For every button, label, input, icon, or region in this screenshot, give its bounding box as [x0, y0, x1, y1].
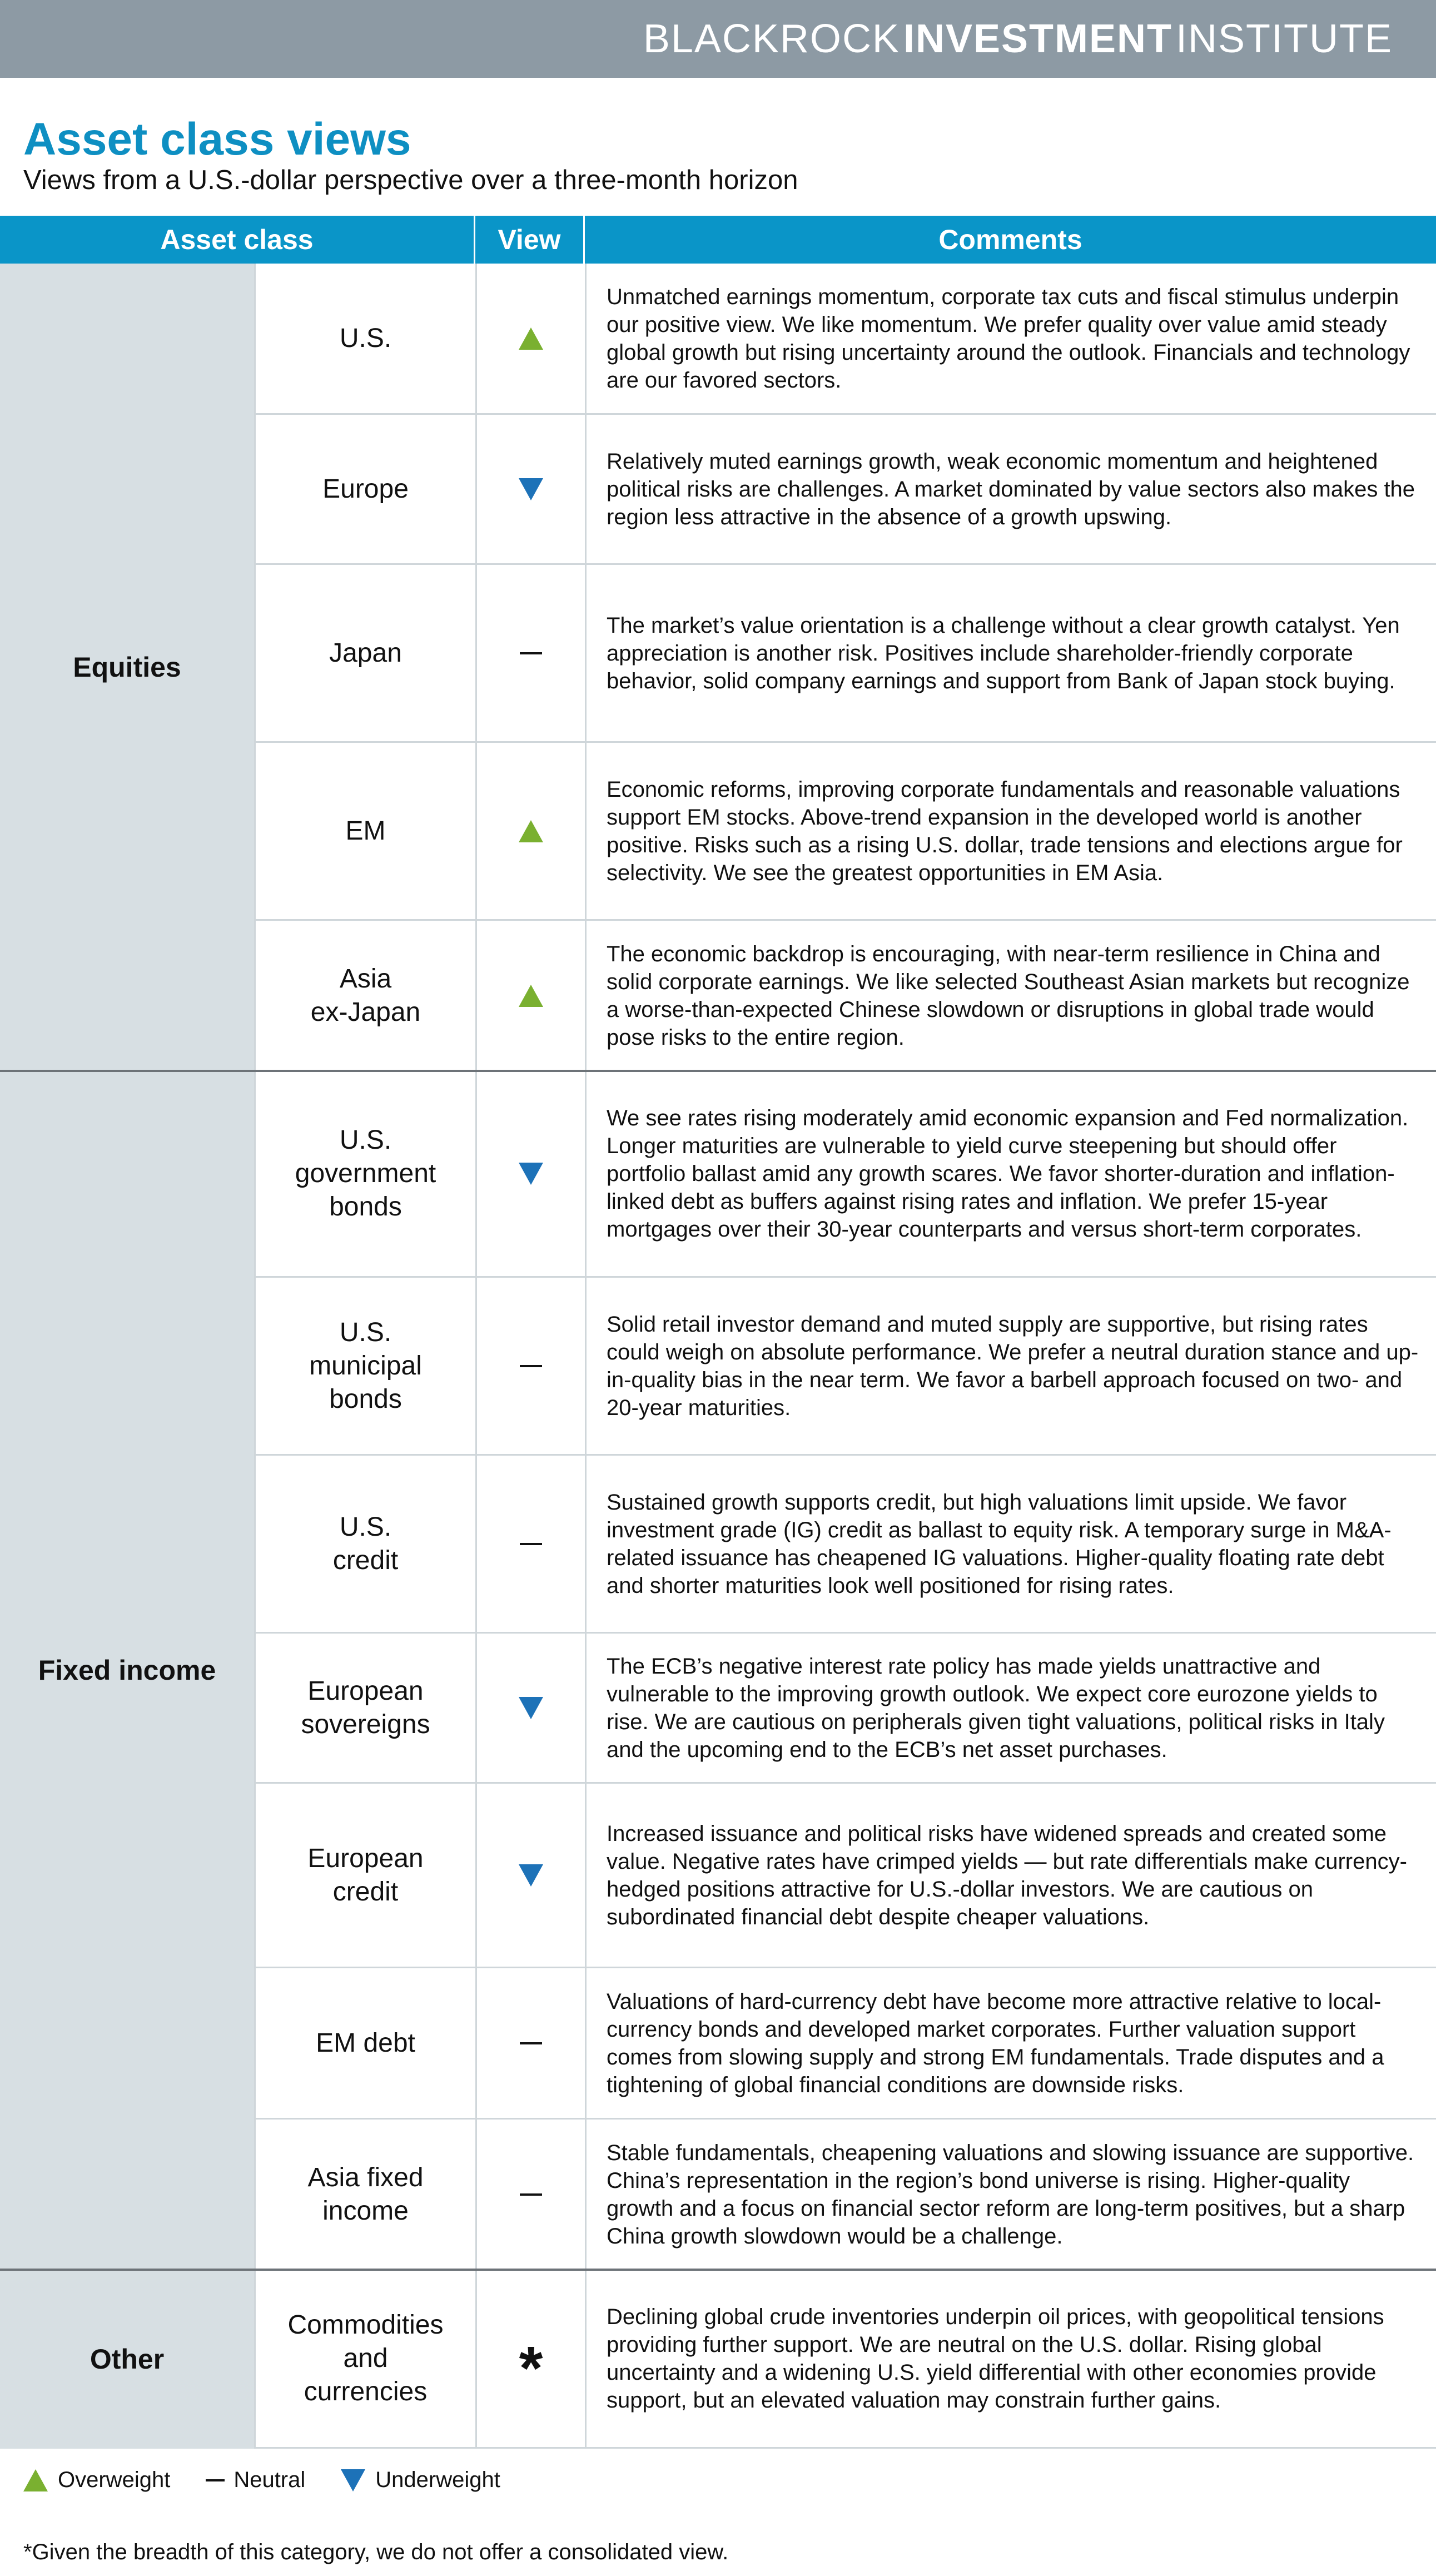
page-title: Asset class views — [23, 114, 411, 165]
row-asset: European credit — [254, 1784, 475, 1967]
underweight-icon — [519, 478, 543, 500]
legend-underweight — [341, 2468, 500, 2493]
row-comment: Economic reforms, improving corporate fundamentals and reasonable valuations support EM stocks. Above-trend expansion in the developed world is another positive. Risks such as a rising U.S. dollar, trade tensions and elections argue for selectivity. We see the greatest opportunities in EM Asia. — [585, 743, 1436, 919]
table-row — [254, 1456, 1436, 1634]
table-row — [254, 1278, 1436, 1456]
column-header-view: View — [474, 216, 583, 264]
column-header-comments: Comments — [583, 216, 1436, 264]
row-comment: Relatively muted earnings growth, weak economic momentum and heightened political risks are challenges. A market dominated by value sectors also makes the region less attractive in the absence of a growth upswing. — [585, 415, 1436, 563]
row-asset: Asia fixed income — [254, 2120, 475, 2270]
table-row — [254, 264, 1436, 415]
row-view — [475, 1634, 585, 1782]
row-view — [475, 1784, 585, 1967]
row-comment: We see rates rising moderately amid economic expansion and Fed normalization. Longer maturities are vulnerable to yield curve steepening but should offer portfolio ballast amid any growth scares. We favor shorter-duration and inflation-linked debt as buffers against rising rates and inflation. We prefer 15-year mortgages over their 30-year counterparts and versus short-term corporates. — [585, 1071, 1436, 1276]
table-row — [254, 1784, 1436, 1968]
legend-neutral-label: Neutral — [233, 2468, 306, 2492]
row-comment: The ECB’s negative interest rate policy has made yields unattractive and vulnerable to the improving growth outlook. We expect core eurozone yields to rise. We are cautious on peripherals given tight valuations, political risks in Italy and the upcoming end to the ECB’s net asset purchases. — [585, 1634, 1436, 1782]
row-comment: Valuations of hard-currency debt have become more attractive relative to local-currency bonds and developed market corporates. Further valuation support comes from slowing supply and strong EM fundamentals. Trade disputes and a tightening of global financial conditions are downside risks. — [585, 1968, 1436, 2118]
column-header-asset-class: Asset class — [0, 216, 474, 264]
table-row — [254, 743, 1436, 921]
row-asset: U.S. credit — [254, 1456, 475, 1632]
group-divider — [0, 1070, 1436, 1072]
row-view — [475, 264, 585, 413]
row-asset: U.S. government bonds — [254, 1071, 475, 1276]
row-comment: Stable fundamentals, cheapening valuations and slowing issuance are supportive. China’s representation in the region’s bond universe is rising. Higher-quality growth and a focus on financial sector reform are long-term positives, but a sharp China growth slowdown would be a challenge. — [585, 2120, 1436, 2270]
row-view — [475, 743, 585, 919]
neutral-icon — [520, 652, 542, 654]
asterisk-icon: * — [519, 2334, 543, 2403]
row-view — [475, 1278, 585, 1454]
table-row — [254, 1071, 1436, 1278]
brand-banner — [0, 0, 1436, 78]
group-label-equities: Equities — [0, 264, 254, 1071]
row-comment: Declining global crude inventories underpin oil prices, with geopolitical tensions providing further support. We are neutral on the U.S. dollar. Rising global uncertainty and a widening U.S. yield differential with other economies provide support, but an elevated valuation may constrain further gains. — [585, 2270, 1436, 2447]
table-row — [254, 1968, 1436, 2120]
row-view — [475, 1968, 585, 2118]
underweight-icon — [519, 1163, 543, 1185]
table-row — [254, 2270, 1436, 2449]
neutral-icon — [520, 2193, 542, 2196]
overweight-icon — [519, 820, 543, 842]
group-label-other: Other — [0, 2270, 254, 2449]
underweight-icon — [519, 1864, 543, 1887]
overweight-icon — [23, 2469, 48, 2491]
overweight-icon — [519, 327, 543, 350]
row-asset: European sovereigns — [254, 1634, 475, 1782]
footnote: *Given the breadth of this category, we do not offer a consolidated view. — [23, 2540, 729, 2564]
row-comment: Unmatched earnings momentum, corporate tax cuts and fiscal stimulus underpin our positive view. We like momentum. We prefer quality over value amid steady global growth but rising uncertainty around the outlook. Financials and technology are our favored sectors. — [585, 264, 1436, 413]
row-view — [475, 1456, 585, 1632]
brand-part-1: BLACKROCK — [643, 17, 900, 61]
row-asset: U.S. municipal bonds — [254, 1278, 475, 1454]
table-row — [254, 415, 1436, 565]
row-asset: EM debt — [254, 1968, 475, 2118]
row-view — [475, 415, 585, 563]
underweight-icon — [341, 2469, 365, 2491]
table-row — [254, 2120, 1436, 2270]
legend-underweight-label: Underweight — [375, 2468, 500, 2492]
row-asset: EM — [254, 743, 475, 919]
table-row — [254, 565, 1436, 743]
brand-part-3: INSTITUTE — [1176, 17, 1393, 61]
row-view — [475, 2270, 585, 2447]
row-comment: Solid retail investor demand and muted supply are supportive, but rising rates could weigh on absolute performance. We prefer a neutral duration stance and up-in-quality bias in the near term. We favor a barbell approach focused on two- and 20-year maturities. — [585, 1278, 1436, 1454]
row-asset: Europe — [254, 415, 475, 563]
row-comment: Sustained growth supports credit, but high valuations limit upside. We favor investment grade (IG) credit as ballast to equity risk. A temporary surge in M&A-related issuance has cheapened IG valuations. Higher-quality floating rate debt and shorter maturities look well positioned for rising rates. — [585, 1456, 1436, 1632]
row-asset: Japan — [254, 565, 475, 741]
brand-part-2: INVESTMENT — [903, 17, 1172, 61]
group-divider — [0, 2269, 1436, 2271]
legend-overweight-label: Overweight — [58, 2468, 171, 2492]
page-subtitle: Views from a U.S.-dollar perspective over a three-month horizon — [23, 165, 798, 195]
table-row — [254, 1634, 1436, 1784]
underweight-icon — [519, 1697, 543, 1719]
group-label-fixed-income: Fixed income — [0, 1071, 254, 2270]
neutral-icon — [520, 1365, 542, 1367]
legend — [23, 2468, 536, 2493]
row-asset: Commodities and currencies — [254, 2270, 475, 2447]
neutral-icon — [520, 2042, 542, 2044]
row-comment: The market’s value orientation is a challenge without a clear growth catalyst. Yen appreciation is another risk. Positives include shareholder-friendly corporate behavior, solid company earnings and support from Bank of Japan stock buying. — [585, 565, 1436, 741]
neutral-icon — [206, 2479, 225, 2481]
row-comment: The economic backdrop is encouraging, with near-term resilience in China and solid corporate earnings. We like selected Southeast Asian markets but recognize a worse-than-expected Chinese slowdown or disruptions in global trade would pose risks to the entire region. — [585, 921, 1436, 1071]
row-comment: Increased issuance and political risks have widened spreads and created some value. Negative rates have crimped yields — but rate differentials make currency-hedged positions attractive for U.S.-dollar investors. We are cautious on subordinated financial debt despite cheaper valuations. — [585, 1784, 1436, 1967]
row-asset: U.S. — [254, 264, 475, 413]
overweight-icon — [519, 985, 543, 1007]
row-asset: Asia ex-Japan — [254, 921, 475, 1071]
row-view — [475, 921, 585, 1071]
legend-neutral — [206, 2468, 305, 2493]
row-view — [475, 1071, 585, 1276]
legend-overweight — [23, 2468, 170, 2493]
table-row — [254, 921, 1436, 1071]
row-view — [475, 565, 585, 741]
neutral-icon — [520, 1543, 542, 1545]
row-view — [475, 2120, 585, 2270]
